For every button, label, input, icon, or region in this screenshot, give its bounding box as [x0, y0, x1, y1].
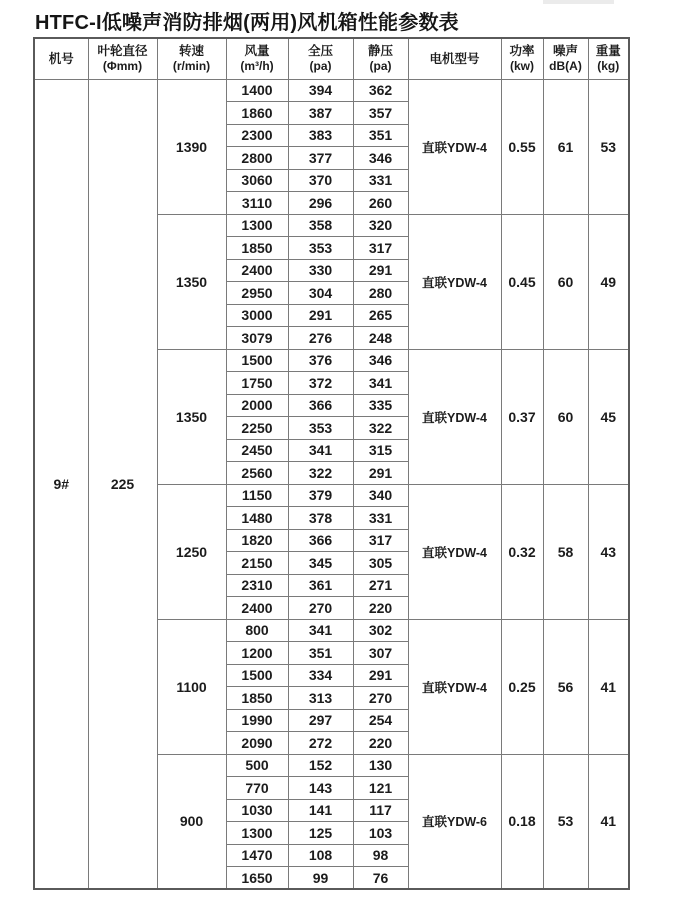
- airflow-cell: 1300: [226, 214, 288, 237]
- static-pressure-cell: 320: [353, 214, 408, 237]
- impeller-diameter-cell: 225: [88, 79, 157, 889]
- static-pressure-cell: 254: [353, 709, 408, 732]
- airflow-cell: 1150: [226, 484, 288, 507]
- total-pressure-cell: 276: [288, 327, 353, 350]
- static-pressure-cell: 103: [353, 822, 408, 845]
- total-pressure-cell: 376: [288, 349, 353, 372]
- airflow-cell: 2150: [226, 552, 288, 575]
- airflow-cell: 2400: [226, 259, 288, 282]
- airflow-cell: 2310: [226, 574, 288, 597]
- header-line2: (kg): [597, 59, 620, 74]
- static-pressure-cell: 335: [353, 394, 408, 417]
- power-cell: 0.37: [501, 349, 543, 484]
- static-pressure-cell: 331: [353, 169, 408, 192]
- header-line2: (pa): [369, 59, 392, 74]
- static-pressure-cell: 98: [353, 844, 408, 867]
- total-pressure-cell: 366: [288, 394, 353, 417]
- total-pressure-cell: 361: [288, 574, 353, 597]
- airflow-cell: 2000: [226, 394, 288, 417]
- total-pressure-cell: 334: [288, 664, 353, 687]
- airflow-cell: 2950: [226, 282, 288, 305]
- airflow-cell: 3110: [226, 192, 288, 215]
- airflow-cell: 1500: [226, 349, 288, 372]
- static-pressure-cell: 346: [353, 147, 408, 170]
- airflow-cell: 1860: [226, 102, 288, 125]
- static-pressure-cell: 220: [353, 732, 408, 755]
- total-pressure-cell: 322: [288, 462, 353, 485]
- noise-cell: 60: [543, 349, 588, 484]
- total-pressure-cell: 143: [288, 777, 353, 800]
- motor-model-cell: 直联YDW-4: [408, 349, 501, 484]
- column-header-airflow: [226, 38, 288, 79]
- column-header-power: [501, 38, 543, 79]
- static-pressure-cell: 317: [353, 529, 408, 552]
- total-pressure-cell: 366: [288, 529, 353, 552]
- airflow-cell: 1820: [226, 529, 288, 552]
- total-pressure-cell: 345: [288, 552, 353, 575]
- static-pressure-cell: 317: [353, 237, 408, 260]
- total-pressure-cell: 351: [288, 642, 353, 665]
- speed-cell: 1390: [157, 79, 226, 214]
- page-title: HTFC-I低噪声消防排烟(两用)风机箱性能参数表: [35, 12, 459, 34]
- airflow-cell: 2090: [226, 732, 288, 755]
- noise-cell: 53: [543, 754, 588, 889]
- static-pressure-cell: 305: [353, 552, 408, 575]
- total-pressure-cell: 377: [288, 147, 353, 170]
- static-pressure-cell: 270: [353, 687, 408, 710]
- total-pressure-cell: 125: [288, 822, 353, 845]
- speed-cell: 1350: [157, 214, 226, 349]
- total-pressure-cell: 313: [288, 687, 353, 710]
- airflow-cell: 1300: [226, 822, 288, 845]
- static-pressure-cell: 248: [353, 327, 408, 350]
- total-pressure-cell: 296: [288, 192, 353, 215]
- airflow-cell: 1650: [226, 867, 288, 890]
- airflow-cell: 2450: [226, 439, 288, 462]
- airflow-cell: 770: [226, 777, 288, 800]
- header-line1: 噪声: [552, 43, 578, 58]
- header-line1: 风量: [244, 43, 270, 58]
- total-pressure-cell: 353: [288, 417, 353, 440]
- airflow-cell: 1850: [226, 237, 288, 260]
- static-pressure-cell: 121: [353, 777, 408, 800]
- airflow-cell: 2300: [226, 124, 288, 147]
- static-pressure-cell: 341: [353, 372, 408, 395]
- static-pressure-cell: 280: [353, 282, 408, 305]
- total-pressure-cell: 108: [288, 844, 353, 867]
- airflow-cell: 2560: [226, 462, 288, 485]
- motor-model-cell: 直联YDW-4: [408, 214, 501, 349]
- total-pressure-cell: 99: [288, 867, 353, 890]
- speed-cell: 1350: [157, 349, 226, 484]
- header-line2: (kw): [510, 59, 534, 74]
- weight-cell: 53: [588, 79, 629, 214]
- airflow-cell: 2400: [226, 597, 288, 620]
- noise-cell: 61: [543, 79, 588, 214]
- column-header-noise: [543, 38, 588, 79]
- column-header-speed: [157, 38, 226, 79]
- airflow-cell: 2800: [226, 147, 288, 170]
- column-header-weight: [588, 38, 629, 79]
- motor-model-cell: 直联YDW-4: [408, 619, 501, 754]
- static-pressure-cell: 307: [353, 642, 408, 665]
- total-pressure-cell: 141: [288, 799, 353, 822]
- header-line1: 叶轮直径: [97, 43, 148, 58]
- speed-cell: 900: [157, 754, 226, 889]
- header-line1: 转速: [178, 43, 204, 58]
- airflow-cell: 1400: [226, 79, 288, 102]
- speed-cell: 1250: [157, 484, 226, 619]
- static-pressure-cell: 260: [353, 192, 408, 215]
- total-pressure-cell: 370: [288, 169, 353, 192]
- airflow-cell: 1480: [226, 507, 288, 530]
- header-line2: (Φmm): [102, 59, 143, 74]
- total-pressure-cell: 330: [288, 259, 353, 282]
- total-pressure-cell: 379: [288, 484, 353, 507]
- airflow-cell: 1500: [226, 664, 288, 687]
- column-header-motor-model: [408, 38, 501, 79]
- power-cell: 0.18: [501, 754, 543, 889]
- spec-table: [33, 37, 630, 890]
- weight-cell: 41: [588, 619, 629, 754]
- static-pressure-cell: 357: [353, 102, 408, 125]
- motor-model-cell: 直联YDW-4: [408, 79, 501, 214]
- static-pressure-cell: 117: [353, 799, 408, 822]
- total-pressure-cell: 378: [288, 507, 353, 530]
- noise-cell: 58: [543, 484, 588, 619]
- machine-no-cell: 9#: [34, 79, 88, 889]
- total-pressure-cell: 341: [288, 619, 353, 642]
- static-pressure-cell: 291: [353, 462, 408, 485]
- static-pressure-cell: 130: [353, 754, 408, 777]
- static-pressure-cell: 315: [353, 439, 408, 462]
- weight-cell: 49: [588, 214, 629, 349]
- weight-cell: 45: [588, 349, 629, 484]
- total-pressure-cell: 358: [288, 214, 353, 237]
- total-pressure-cell: 372: [288, 372, 353, 395]
- airflow-cell: 1850: [226, 687, 288, 710]
- header-line1: 全压: [307, 43, 333, 58]
- speed-cell: 1100: [157, 619, 226, 754]
- spec-table-body: [34, 79, 629, 889]
- total-pressure-cell: 387: [288, 102, 353, 125]
- column-header-static-pressure: [353, 38, 408, 79]
- airflow-cell: 3079: [226, 327, 288, 350]
- column-header-machine-no: [34, 38, 88, 79]
- static-pressure-cell: 331: [353, 507, 408, 530]
- power-cell: 0.55: [501, 79, 543, 214]
- total-pressure-cell: 304: [288, 282, 353, 305]
- static-pressure-cell: 340: [353, 484, 408, 507]
- weight-cell: 43: [588, 484, 629, 619]
- table-header: [34, 38, 629, 79]
- static-pressure-cell: 271: [353, 574, 408, 597]
- motor-model-cell: 直联YDW-4: [408, 484, 501, 619]
- header-line2: (pa): [309, 59, 332, 74]
- column-header-impeller-diameter: [88, 38, 157, 79]
- header-line1: 静压: [367, 43, 393, 58]
- total-pressure-cell: 297: [288, 709, 353, 732]
- total-pressure-cell: 291: [288, 304, 353, 327]
- total-pressure-cell: 152: [288, 754, 353, 777]
- static-pressure-cell: 322: [353, 417, 408, 440]
- total-pressure-cell: 353: [288, 237, 353, 260]
- power-cell: 0.32: [501, 484, 543, 619]
- airflow-cell: 1750: [226, 372, 288, 395]
- static-pressure-cell: 220: [353, 597, 408, 620]
- weight-cell: 41: [588, 754, 629, 889]
- total-pressure-cell: 394: [288, 79, 353, 102]
- top-edge-artifact: [543, 0, 614, 4]
- static-pressure-cell: 362: [353, 79, 408, 102]
- table-row: [34, 79, 629, 102]
- noise-cell: 56: [543, 619, 588, 754]
- static-pressure-cell: 351: [353, 124, 408, 147]
- power-cell: 0.25: [501, 619, 543, 754]
- header-line1: 机号: [48, 51, 74, 66]
- header-line2: (r/min): [172, 59, 211, 74]
- airflow-cell: 3000: [226, 304, 288, 327]
- airflow-cell: 1470: [226, 844, 288, 867]
- total-pressure-cell: 341: [288, 439, 353, 462]
- total-pressure-cell: 383: [288, 124, 353, 147]
- airflow-cell: 1030: [226, 799, 288, 822]
- static-pressure-cell: 76: [353, 867, 408, 890]
- total-pressure-cell: 272: [288, 732, 353, 755]
- column-header-total-pressure: [288, 38, 353, 79]
- static-pressure-cell: 291: [353, 664, 408, 687]
- airflow-cell: 1990: [226, 709, 288, 732]
- static-pressure-cell: 302: [353, 619, 408, 642]
- static-pressure-cell: 265: [353, 304, 408, 327]
- header-line1: 重量: [595, 43, 621, 58]
- static-pressure-cell: 291: [353, 259, 408, 282]
- power-cell: 0.45: [501, 214, 543, 349]
- total-pressure-cell: 270: [288, 597, 353, 620]
- header-line1: 电机型号: [429, 51, 480, 66]
- header-row: [34, 38, 629, 79]
- airflow-cell: 2250: [226, 417, 288, 440]
- airflow-cell: 800: [226, 619, 288, 642]
- static-pressure-cell: 346: [353, 349, 408, 372]
- airflow-cell: 3060: [226, 169, 288, 192]
- header-line1: 功率: [509, 43, 535, 58]
- airflow-cell: 500: [226, 754, 288, 777]
- noise-cell: 60: [543, 214, 588, 349]
- header-line2: dB(A): [549, 59, 582, 74]
- motor-model-cell: 直联YDW-6: [408, 754, 501, 889]
- airflow-cell: 1200: [226, 642, 288, 665]
- header-line2: (m³/h): [240, 59, 274, 74]
